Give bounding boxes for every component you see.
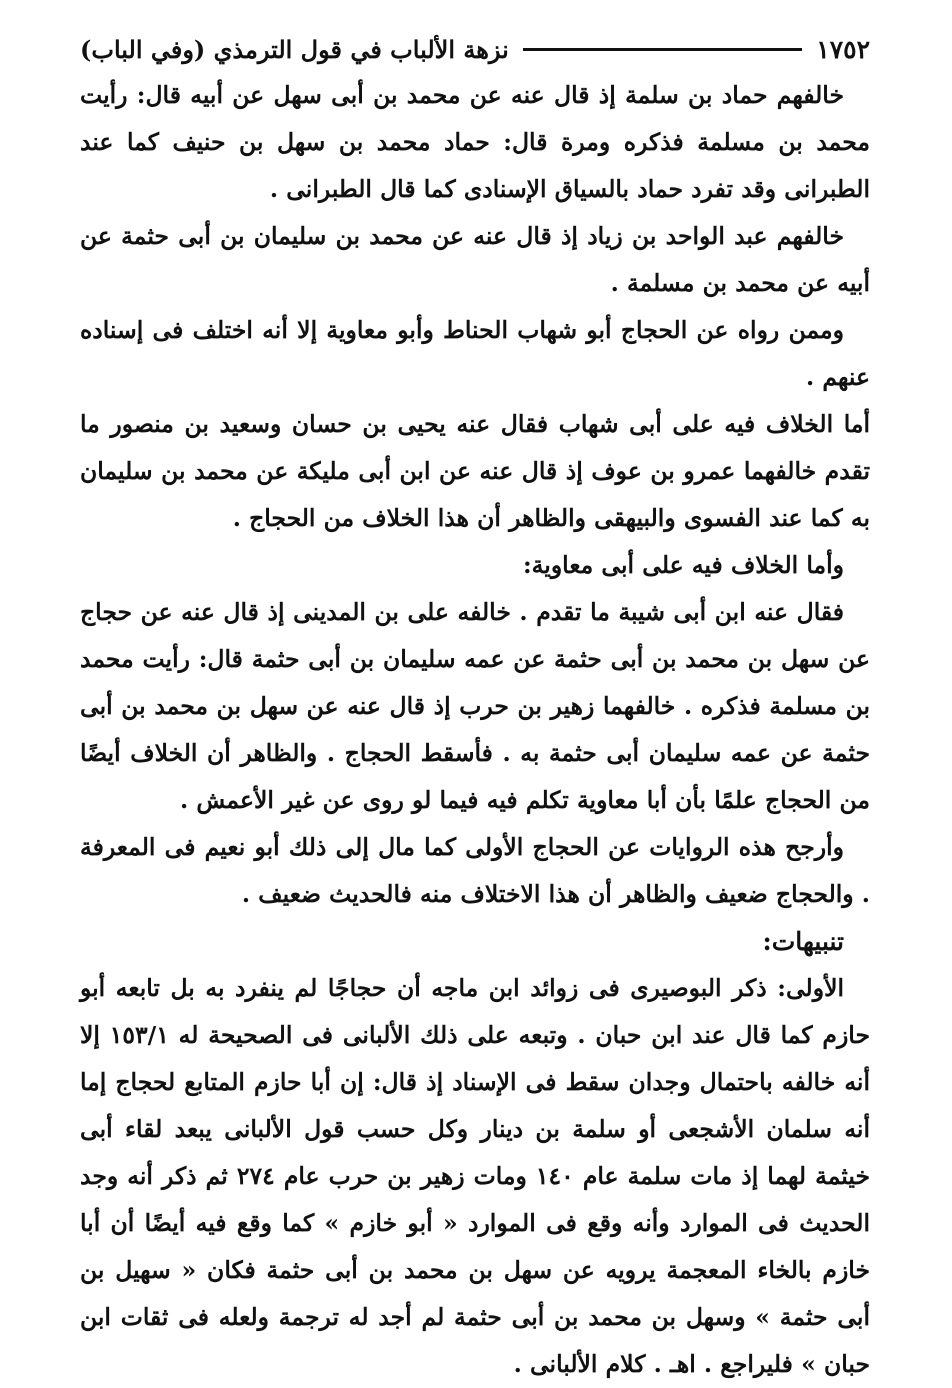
- tanbihat-heading: تنبيهات:: [762, 927, 844, 956]
- document-page: [80, 28, 870, 1378]
- body-text: [80, 72, 870, 1388]
- running-title: نزهة الألباب في قول الترمذي (وفي الباب): [80, 34, 509, 64]
- paragraph-1: خالفهم حماد بن سلمة إذ قال عنه عن محمد بن أبى سهل عن أبيه قال: رأيت محمد بن مسلمة فذكره ومرة قال: حماد محمد بن سهل بن حنيف كما عند الطبرانى وقد تفرد حماد بالسياق الإسنادى كما قال الطبرانى .: [80, 81, 870, 203]
- paragraph-2: خالفهم عبد الواحد بن زياد إذ قال عنه عن محمد بن سليمان بن أبى حثمة عن أبيه عن محمد بن مسلمة .: [80, 222, 870, 297]
- tanbih-first: الأولى: ذكر البوصيرى فى زوائد ابن ماجه أن حجاجًا لم ينفرد به بل تابعه أبو حازم كما قال عند ابن حبان . وتبعه على ذلك الألبانى فى الصحيحة له ١٥٣/١ إلا أنه خالفه باحتمال وجدان سقط فى الإسناد إذ قال: إن أبا حازم المتابع لحجاج إما أنه سلمان الأشجعى أو سلمة بن دينار وكل حسب قول الألبانى يبعد لقاء أبى خيثمة لهما إذ مات سلمة عام ١٤٠ ومات زهير بن حرب عام ٢٧٤ ثم ذكر أنه وجد الحديث فى الموارد وأنه وقع فى الموارد « أبو خازم » كما وقع فيه أيضًا أن أبا خازم بالخاء المعجمة يرويه عن سهل بن محمد بن أبى حثمة فكان « سهيل بن أبى حثمة » وسهل بن محمد بن أبى حثمة لم أجد له ترجمة ولعله فى ثقات ابن حبان » فليراجع . اهـ . كلام الألبانى .: [80, 974, 870, 1378]
- header-rule: [523, 48, 802, 51]
- paragraph-7: وأرجح هذه الروايات عن الحجاج الأولى كما مال إلى ذلك أبو نعيم فى المعرفة . والحجاج ضعيف والظاهر أن هذا الاختلاف منه فالحديث ضعيف .: [80, 833, 870, 908]
- paragraph-5: وأما الخلاف فيه على أبى معاوية:: [523, 551, 844, 579]
- page-header: [80, 28, 870, 70]
- paragraph-3: وممن رواه عن الحجاج أبو شهاب الحناط وأبو معاوية إلا أنه اختلف فى إسناده عنهم .: [80, 316, 870, 391]
- page-number: ١٧٥٢: [816, 34, 870, 64]
- paragraph-4: أما الخلاف فيه على أبى شهاب فقال عنه يحيى بن حسان وسعيد بن منصور ما تقدم خالفهما عمرو بن عوف إذ قال عنه عن ابن أبى مليكة عن محمد بن سليمان به كما عند الفسوى والبيهقى والظاهر أن هذا الخلاف من الحجاج .: [80, 410, 870, 532]
- paragraph-6: فقال عنه ابن أبى شيبة ما تقدم . خالفه على بن المدينى إذ قال عنه عن حجاج عن سهل بن محمد بن أبى حثمة عن عمه سليمان بن أبى حثمة قال: رأيت محمد بن مسلمة فذكره . خالفهما زهير بن حرب إذ قال عنه عن سهل بن محمد بن أبى حثمة عن عمه سليمان أبى حثمة به . فأسقط الحجاج . والظاهر أن الخلاف أيضًا من الحجاج علمًا بأن أبا معاوية تكلم فيه فيما لو روى عن غير الأعمش .: [80, 598, 870, 814]
